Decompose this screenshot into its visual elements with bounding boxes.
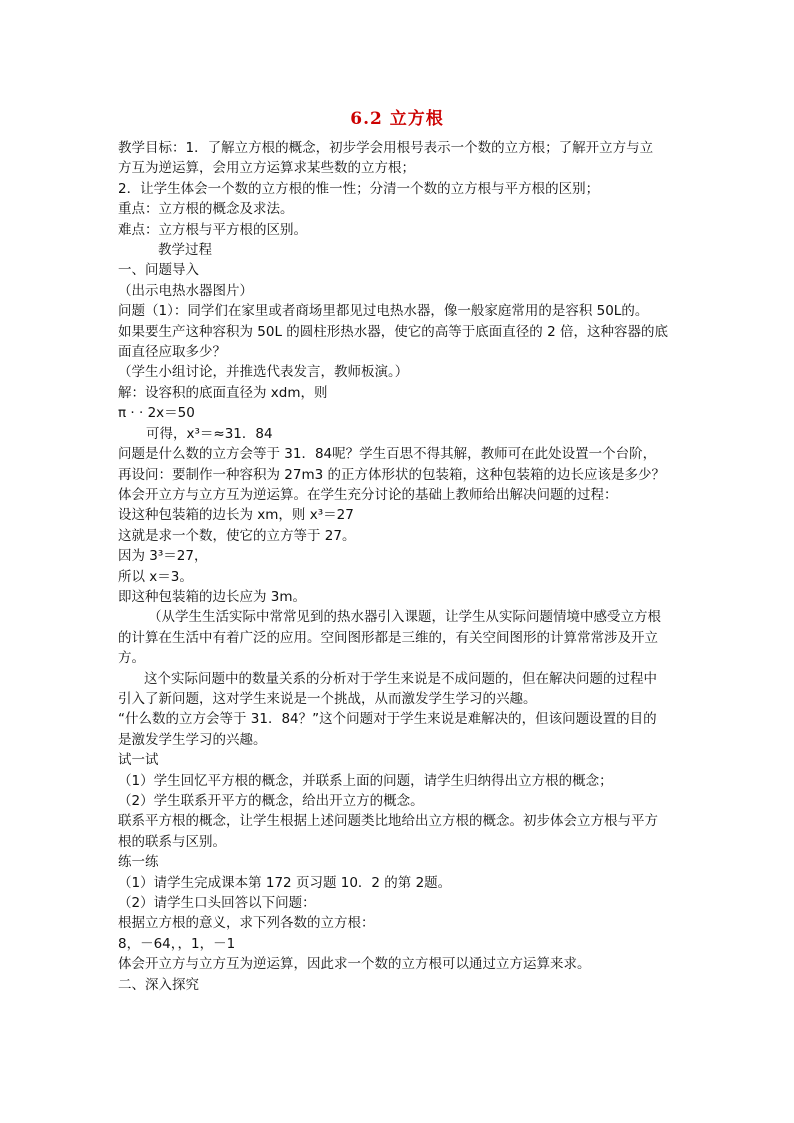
section-heading: 练一练 xyxy=(118,854,159,871)
text-line: 问题是什么数的立方会等于 31．84呢？学生百思不得其解，教师可在此处设置一个台阶， xyxy=(118,446,657,463)
text-line: 方。 xyxy=(118,650,145,667)
text-line: （学生小组讨论，并推选代表发言，教师板演。） xyxy=(118,364,409,381)
text-line: 教学目标：1．了解立方根的概念，初步学会用根号表示一个数的立方根；了解开立方与立 xyxy=(118,140,654,156)
text-line: 问题（1）：同学们在家里或者商场里都见过电热水器，像一般家庭常用的是容积 50L的。 xyxy=(118,303,649,320)
text-line: 根据立方根的意义，求下列各数的立方根： xyxy=(118,915,375,932)
text-line: 难点：立方根与平方根的区别。 xyxy=(118,221,307,238)
formula-line: π · · 2x＝50 xyxy=(118,405,195,422)
text-line: 再设问：要制作一种容积为 27m3 的正方体形状的包装箱，这种包装箱的边长应该是多少？ xyxy=(118,466,665,483)
text-line: （2）请学生口头回答以下问题： xyxy=(118,895,316,912)
text-line: 因为 3³＝27， xyxy=(118,548,208,565)
text-line: 这个实际问题中的数量关系的分析对于学生来说是不成问题的，但在解决问题的过程中 xyxy=(144,670,657,687)
text-line: 是激发学生学习的兴趣。 xyxy=(118,731,267,748)
text-line: （1）学生回忆平方根的概念，并联系上面的问题，请学生归纳得出立方根的概念； xyxy=(118,772,613,789)
document-title: 6.2 立方根 xyxy=(350,109,444,129)
text-line: 面直径应取多少？ xyxy=(118,344,226,361)
text-line: 引入了新问题，这对学生来说是一个挑战，从而激发学生学习的兴趣。 xyxy=(118,690,537,707)
document-body xyxy=(118,138,680,995)
text-line: 解：设容积的底面直径为 xdm，则 xyxy=(118,384,328,401)
section-heading: 二、深入探究 xyxy=(118,976,199,993)
text-line: 方互为逆运算，会用立方运算求某些数的立方根； xyxy=(118,160,415,177)
text-line: 设这种包装箱的边长为 xm，则 x³＝27 xyxy=(118,507,354,524)
text-line: 体会开立方与立方互为逆运算。在学生充分讨论的基础上教师给出解决问题的过程： xyxy=(118,486,618,503)
text-line: 重点：立方根的概念及求法。 xyxy=(118,201,294,218)
text-line: 体会开立方与立方互为逆运算，因此求一个数的立方根可以通过立方运算来求。 xyxy=(118,956,591,973)
text-line: （1）请学生完成课本第 172 页习题 10．2 的第 2题。 xyxy=(118,874,452,891)
text-line: 如果要生产这种容积为 50L 的圆柱形热水器，使它的高等于底面直径的 2 倍，这种容器的底 xyxy=(118,323,668,340)
section-heading: 一、问题导入 xyxy=(118,262,199,279)
text-line: 联系平方根的概念，让学生根据上述问题类比地给出立方根的概念。初步体会立方根与平方 xyxy=(118,813,658,830)
text-line: 根的联系与区别。 xyxy=(118,833,226,850)
formula-line: 8，－64，，1，－1 xyxy=(118,935,236,952)
section-heading: 教学过程 xyxy=(158,242,212,259)
text-line: 这就是求一个数，使它的立方等于 27。 xyxy=(118,527,356,544)
text-line: （出示电热水器图片） xyxy=(118,282,253,299)
text-line: “什么数的立方会等于 31．84？”这个问题对于学生来说是难解决的，但该问题设置的目的 xyxy=(118,711,657,728)
formula-line: 可得，x³＝≈31．84 xyxy=(146,425,273,442)
text-line: （从学生生活实际中常常见到的热水器引入课题，让学生从实际问题情境中感受立方根 xyxy=(148,609,661,626)
text-line: 的计算在生活中有着广泛的应用。空间图形都是三维的，有关空间图形的计算常常涉及开立 xyxy=(118,629,658,646)
text-line: （2）学生联系开平方的概念，给出开立方的概念。 xyxy=(118,793,424,809)
text-line: 所以 x＝3。 xyxy=(118,568,193,585)
section-heading: 试一试 xyxy=(118,752,159,769)
text-line: 即这种包装箱的边长应为 3m。 xyxy=(118,588,307,605)
text-line: 2．让学生体会一个数的立方根的惟一性；分清一个数的立方根与平方根的区别； xyxy=(118,180,600,197)
